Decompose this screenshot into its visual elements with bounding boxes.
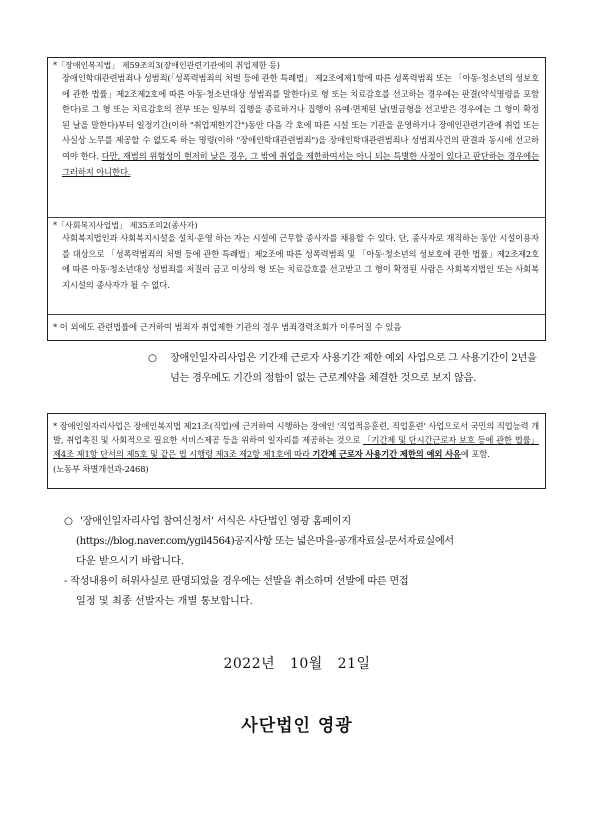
note-disability-welfare-act bbox=[48, 58, 545, 218]
para-line: 다운 받으시기 바랍니다. bbox=[76, 556, 185, 567]
notice-text: 에 포함. bbox=[460, 449, 490, 460]
para-line: '장애인일자리사업 참여신청서' 서식은 사단법인 영광 홈페이지 bbox=[80, 516, 352, 527]
note-text: * 이 외에도 관련법률에 근거하여 범죄자 취업제한 기관의 경우 범죄경력조회가 이루어질 수 있음 bbox=[53, 322, 402, 332]
document-date: 2022년 10월 21일 bbox=[223, 656, 371, 672]
notice-source: (노동부 차별개선과-2468) bbox=[53, 463, 149, 474]
para-line: 넘는 경우에도 기간의 정함이 없는 근로계약을 체결한 것으로 보지 않음. bbox=[170, 373, 477, 384]
notice-text-underlined: 「기간제 및 단시간근로자 보호 등에 관한 법률」 제4조 제1항 단서의 제5호 및 같은 법 시행령 제3조 제2항 제1호에 따라 bbox=[53, 435, 539, 460]
para-line: - 작성내용이 허위사실로 판명되었을 경우에는 선발을 취소하며 선발에 따른 면접 bbox=[64, 576, 409, 587]
notice-text: * 장애인일자리사업은 장애인복지법 제21조(직업)에 근거하여 시행하는 장애인 '직업적응훈련, 직업훈련' 사업으로서 국민의 직업능력 개발, 취업촉진 및 사회적으로 필요한 서비스제공 등을 위하여 일자리를 제공하는 것으로 bbox=[53, 421, 539, 446]
note-body-text: 장애인학대관련범죄나 성범죄(「성폭력범죄의 처벌 등에 관한 특례법」 제2조에제1항에 따른 성폭력범죄 또는 「아동·청소년의 성보호에 관한 법률」제2조제2호에 따른 아동·청소년대상 성범죄를 말한다)로 형 또는 치료감호를 선고하는 경우에는 판결(약식명령을 포함한다)로 그 형 또는 치료감호의 전부 또는 일부의 집행을 종료하거나 집행이 유예·면제된 날(벌금형을 선고받은 경우에는 그 형이 확정된 날을 말한다)부터 일정기간(이하 "취업제한기간")동안 다음 각 호에 따른 시설 또는 기관을 운영하거나 장애인관련기관에 취업 또는 사실상 노무를 제공할 수 없도록 하는 명령(이하 "장애인학대관련범죄")을 장애인학대관련범죄나 성범죄사건의 판결과 동시에 선고하여야 한다. bbox=[62, 73, 539, 161]
note-social-welfare-act bbox=[48, 218, 545, 315]
job-program-notice-box bbox=[47, 413, 546, 489]
note-title: *「장애인복지법」 제59조의3(장애인관련기관에의 취업제한 등) bbox=[53, 61, 280, 70]
organization-name: 사단법인 영광 bbox=[241, 716, 353, 736]
para-line: 장애인일자리사업은 기간제 근로자 사용기간 제한 예외 사업으로 그 사용기간이 2년을 bbox=[170, 353, 537, 364]
note-body bbox=[48, 71, 545, 180]
note-criminal-record bbox=[48, 315, 545, 342]
note-title: *「사회복지사업법」 제35조의2(종사자) bbox=[53, 221, 198, 230]
para-line: (https://blog.naver.com/ygil4564)공지사항 또는 넓은마을-공개자료실-문서자료실에서 bbox=[76, 536, 454, 547]
para-line: 일정 및 최종 선발자는 개별 통보합니다. bbox=[76, 596, 253, 607]
note-body-underlined: 다만, 재범의 위험성이 현저히 낮은 경우, 그 밖에 취업을 제한하여서는 아니 되는 특별한 사정이 있다고 판단하는 경우에는 그러하지 아니한다. bbox=[62, 150, 539, 177]
notice-text-emphasis: 기간제 근로자 사용기간 제한의 예외 사유 bbox=[312, 449, 461, 460]
bullet: ○ bbox=[64, 516, 73, 527]
bullet: ○ bbox=[148, 353, 157, 364]
note-body: 사회복지법인과 사회복지시설을 설치·운영 하는 자는 시설에 근무할 종사자를 채용할 수 있다. 단, 종사자로 재직하는 동안 시설이용자를 대상으로 「성폭력범죄의 처벌 등에 관한 특례법」제2조에 따른 성폭력범죄 및 「아동·청소년의 성보호에 관한 법률」제2조제2호에 따른 아동·청소년대상 성범죄를 저질러 금고 이상의 형 또는 치료감호를 선고받고 그 형이 확정된 사람은 사회복지법인 또는 사회복지시설의 종사자가 될 수 없다. bbox=[62, 233, 539, 290]
legal-notes-box bbox=[47, 57, 546, 341]
